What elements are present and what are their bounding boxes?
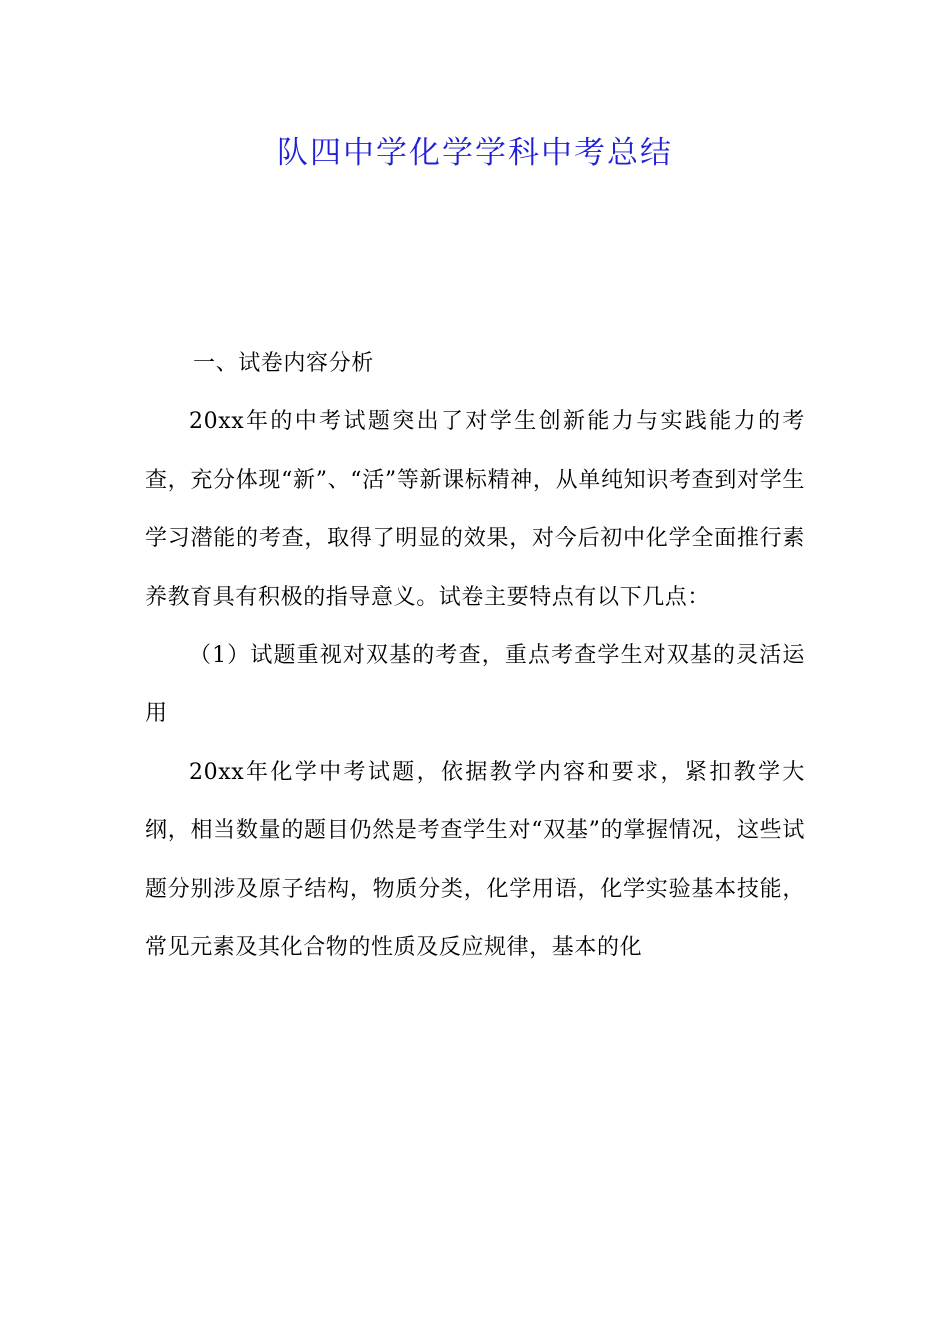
document-title: 队四中学化学学科中考总结	[277, 135, 673, 171]
paragraph: 20xx年化学中考试题，依据教学内容和要求，紧扣教学大纲，相当数量的题目仍然是考查学生对“双基”的掌握情况，这些试题分别涉及原子结构，物质分类，化学用语，化学实验基本技能，常见元素及其化合物的性质及反应规律，基本的化	[145, 759, 805, 961]
document-body	[145, 335, 805, 977]
paragraph: 20xx年的中考试题突出了对学生创新能力与实践能力的考查，充分体现“新”、“活”等新课标精神，从单纯知识考查到对学生学习潜能的考查，取得了明显的效果，对今后初中化学全面推行素养教育具有积极的指导意义。试卷主要特点有以下几点：	[145, 409, 805, 610]
subsection-heading: （1）试题重视对双基的考查，重点考查学生对双基的灵活运用	[145, 643, 805, 727]
section-heading: 一、试卷内容分析	[193, 351, 374, 376]
